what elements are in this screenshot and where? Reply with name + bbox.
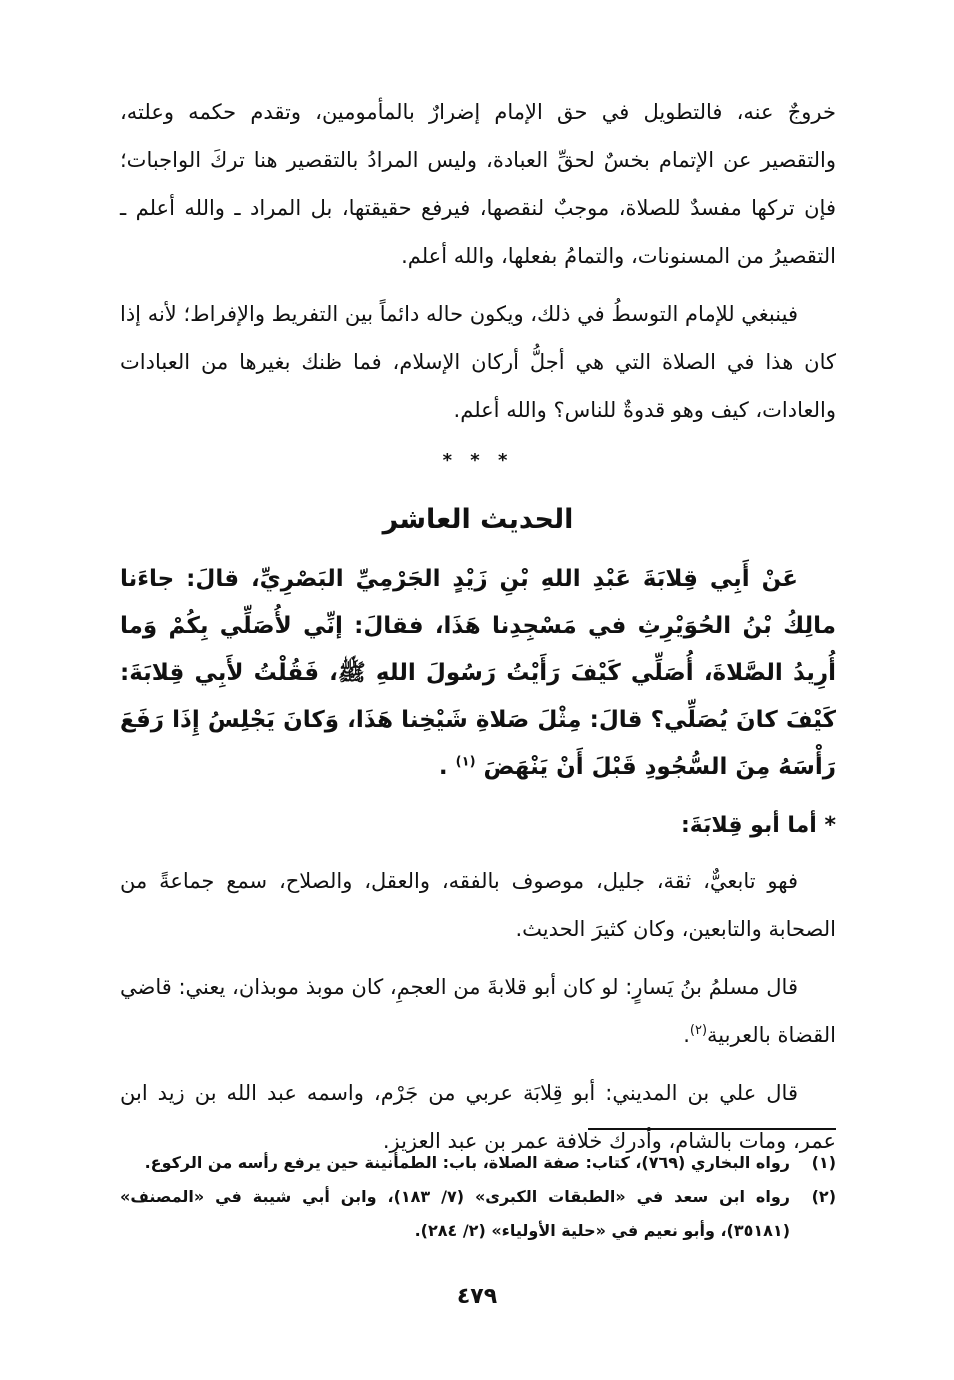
footnote-item xyxy=(120,1180,836,1248)
hadith-end: . xyxy=(438,754,456,780)
footnote-number: (١) xyxy=(811,1153,836,1172)
paragraph-muslim-ibn-yasar xyxy=(120,963,836,1059)
footnote-text: رواه ابن سعد في «الطبقات الكبرى» (٧/ ١٨٣)، وابن أبي شيبة في «المصنف» (٣٥١٨١)، وأبو نعيم في «حلية الأولياء» (٢/ ٢٨٤). xyxy=(120,1187,790,1240)
quote-text: قال مسلمُ بنُ يَسارٍ: لو كان أبو قلابةَ من العجمِ، كان موبذ موبذان، يعني: قاضي القضاة بالعربية xyxy=(120,975,836,1047)
page-body xyxy=(120,88,836,1175)
footnote-divider xyxy=(588,1128,836,1130)
paragraph-continuation: خروجٌ عنه، فالتطويل في حق الإمام إضرارٌ بالمأمومين، وتقدم حكمه وعلته، والتقصير عن الإتمام بخسٌ لحقِّ العبادة، وليس المرادُ بالتقصير هنا تركَ الواجبات؛ فإن تركها مفسدٌ للصلاة، موجبٌ لنقصها، فيرفع حقيقتها، بل المراد ـ والله أعلم ـ التقصيرُ من المسنونات، والتمامُ بفعلها، والله أعلم. xyxy=(120,100,836,268)
section-separator: * * * xyxy=(442,450,514,471)
paragraph-moderation: فينبغي للإمام التوسطُ في ذلك، ويكون حاله دائماً بين التفريط والإفراط؛ لأنه إذا كان هذا في الصلاة التي هي أجلُّ أركان الإسلام، فما ظنك بغيرها من العبادات والعادات، كيف وهو قدوةٌ للناس؟ والله أعلم. xyxy=(120,302,836,422)
footnote-text: رواه البخاري (٧٦٩)، كتاب: صفة الصلاة، باب: الطمأنينة حين يرفع رأسه من الركوع. xyxy=(144,1153,790,1172)
subheading-abu-qilabah: * أما أبو قِلابَةَ: xyxy=(680,813,836,838)
paragraph-biography: فهو تابعيٌّ، ثقة، جليل، موصوف بالفقه، والعقل، والصلاح، سمع جماعةً من الصحابة والتابعين، وكان كثيرَ الحديث. xyxy=(120,869,836,941)
footnote-ref-2: (٢) xyxy=(689,1023,708,1038)
section-title: الحديث العاشر xyxy=(382,504,574,535)
footnote-ref-1: (١) xyxy=(455,754,476,770)
footnotes xyxy=(120,1146,836,1248)
hadith-body: عَنْ أَبِي قِلابَةَ عَبْدِ اللهِ بْنِ زَيْدٍ الجَرْمِيِّ البَصْرِيِّ، قالَ: جاءَنا مالِكُ بْنُ الحُوَيْرِثِ في مَسْجِدِنا هَذَا، فقالَ: إنِّي لأُصَلِّي بِكُمْ وَما أُرِيدُ الصَّلاةَ، أُصَلِّي كَيْفَ رَأَيْتُ رَسُولَ اللهِ ﷺ، فَقُلْتُ لأَبِي قِلابَةَ: كَيْفَ كانَ يُصَلِّي؟ قالَ: مِثْلَ صَلاةِ شَيْخِنا هَذَا، وَكانَ يَجْلِسُ إِذَا رَفَعَ رَأْسَهُ مِنَ السُّجُودِ قَبْلَ أَنْ يَنْهَضَ xyxy=(120,566,836,780)
quote-end: . xyxy=(683,1023,690,1047)
paragraph-ali-ibn-madini: قال علي بن المديني: أبو قِلابَة عربي من جَرْم، واسمه عبد الله بن زيد ابن عمر، ومات بالشام، وأدرك خلافة عمر بن عبد العزيز. xyxy=(120,1081,836,1153)
footnote-number: (٢) xyxy=(811,1187,836,1206)
page-number: ٤٧٩ xyxy=(456,1284,498,1309)
footnote-item xyxy=(120,1146,836,1180)
hadith-text xyxy=(120,556,836,791)
